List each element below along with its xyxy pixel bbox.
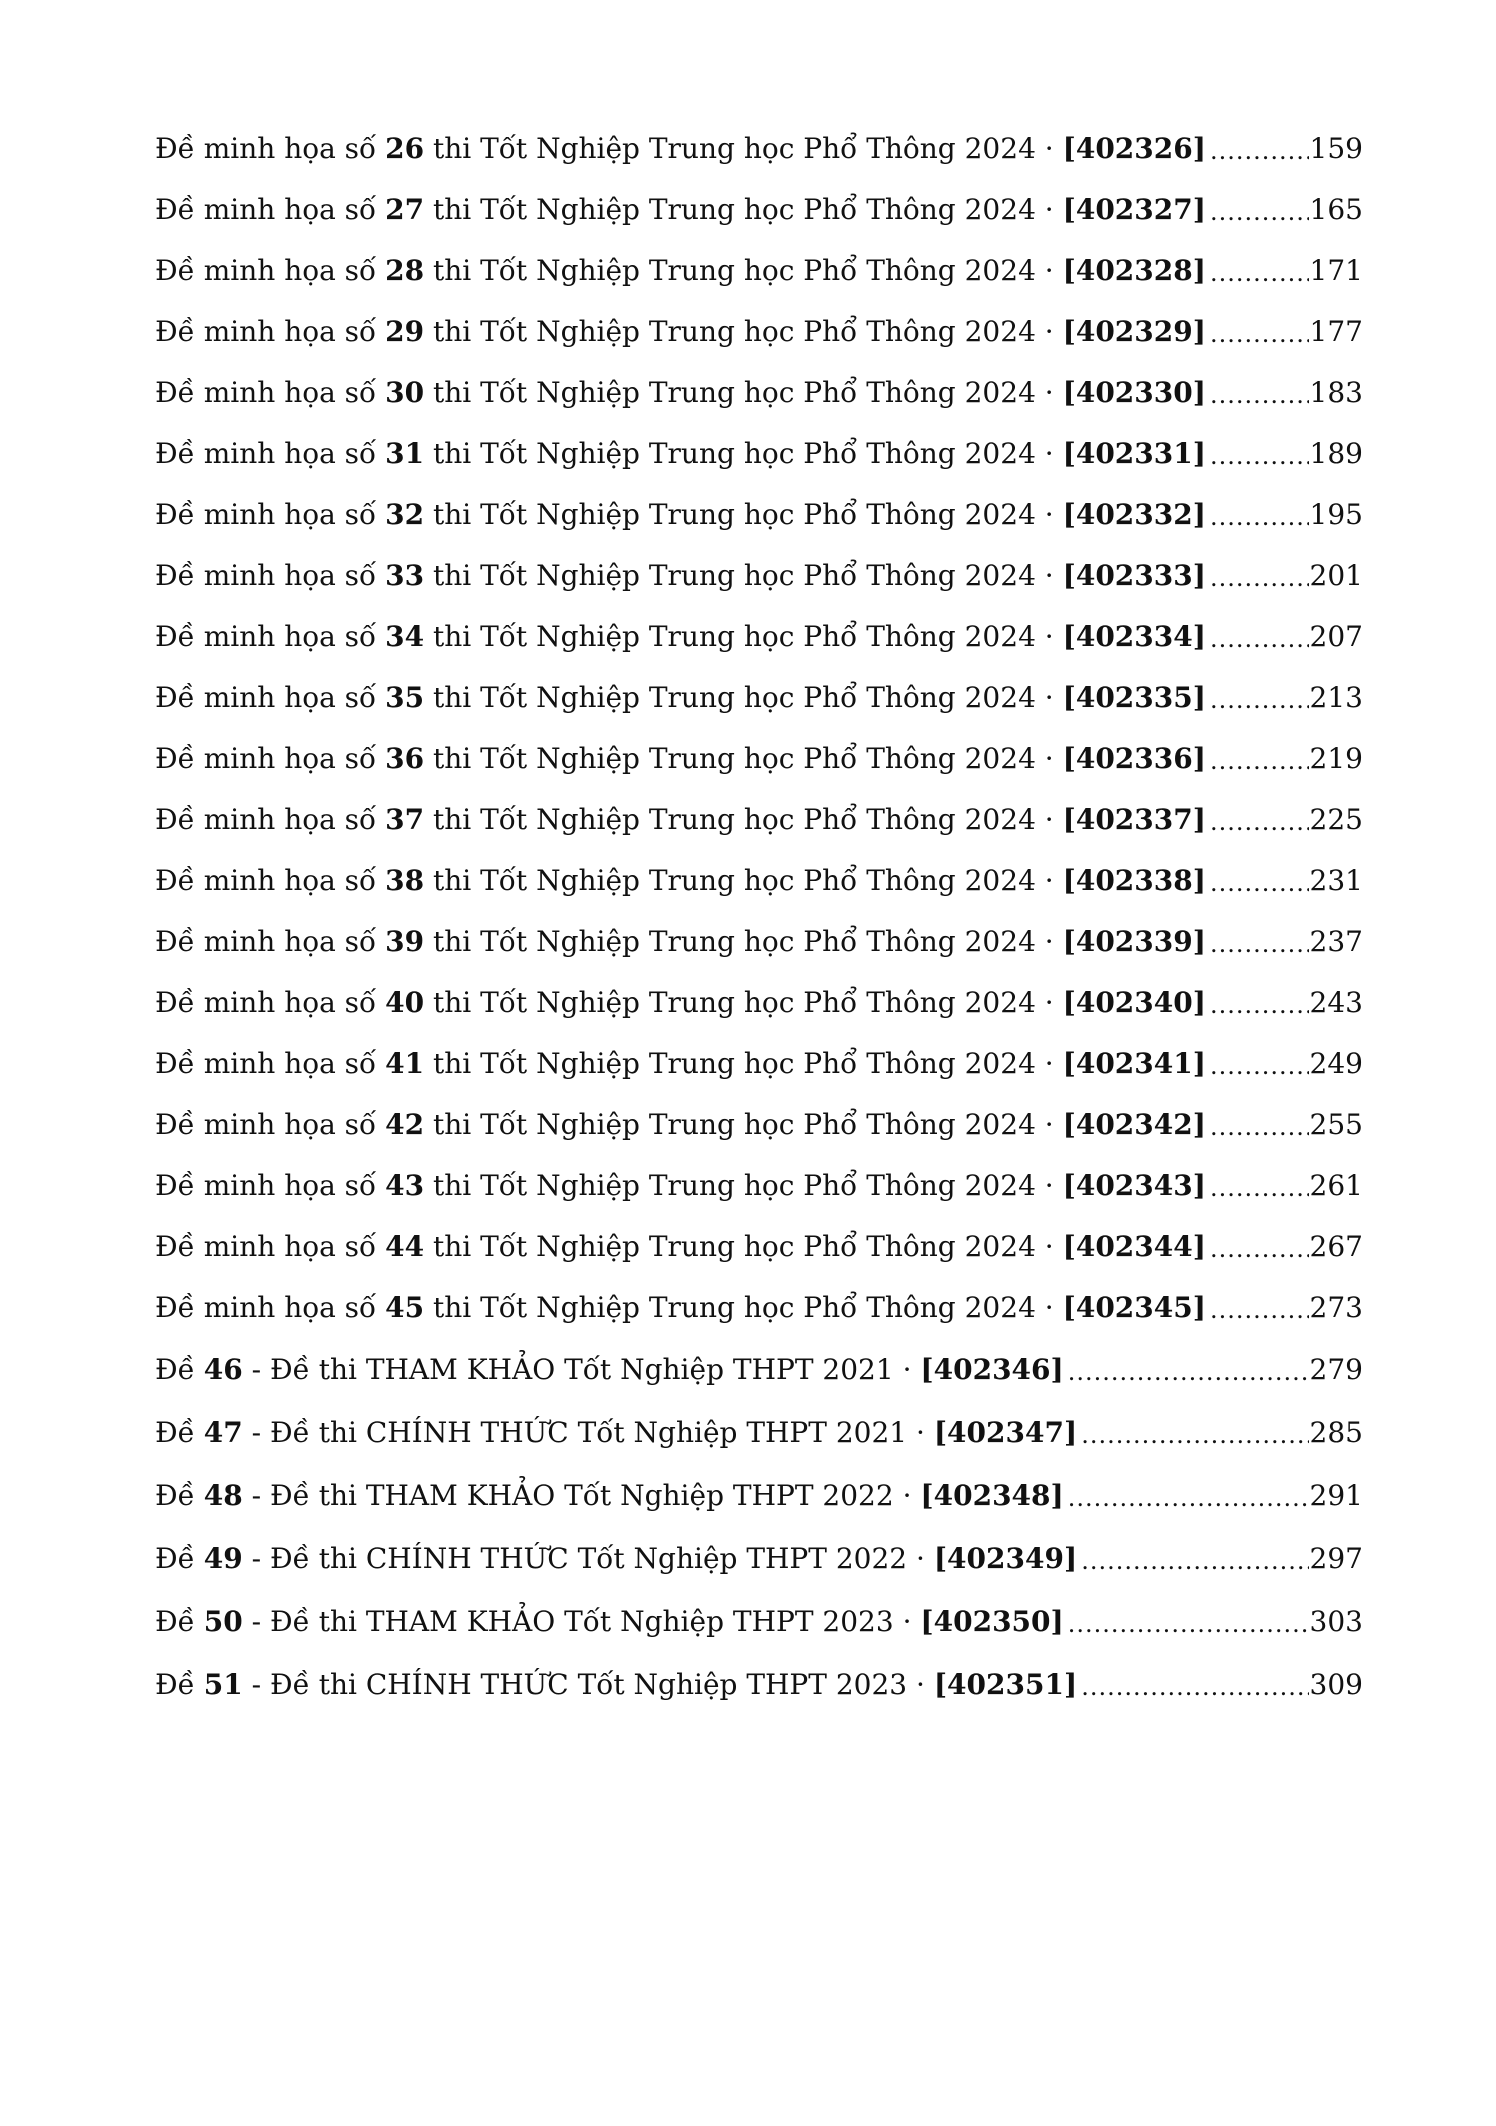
toc-entry-prefix: Đề minh họa số [155,803,386,836]
toc-leader-dots [1210,991,1309,1019]
toc-leader-dots [1210,259,1309,287]
toc-entry-prefix: Đề [155,1353,204,1386]
toc-entry[interactable] [155,850,1363,911]
toc-entry-code: [402331] [1062,437,1206,470]
toc-entry-number: 50 [203,1605,243,1638]
toc-entry-page-number: 231 [1309,864,1363,897]
toc-entry-title [155,559,1206,592]
toc-entry-text: thi Tốt Nghiệp Trung học Phổ Thông 2024 · [424,1291,1063,1324]
toc-entry-prefix: Đề minh họa số [155,681,386,714]
toc-leader-dots [1210,381,1309,409]
toc-entry-number: 39 [385,925,425,958]
toc-entry-title [155,1479,1064,1512]
toc-leader-dots [1081,1673,1308,1701]
toc-entry-title [155,1668,1077,1701]
toc-entry-page-number: 273 [1309,1291,1363,1324]
toc-entry-number: 41 [385,1047,425,1080]
toc-leader-dots [1210,625,1309,653]
toc-entry[interactable] [155,667,1363,728]
toc-entry-prefix: Đề minh họa số [155,559,386,592]
toc-entry-number: 35 [385,681,425,714]
toc-leader-dots [1210,930,1309,958]
toc-leader-dots [1210,1174,1309,1202]
toc-entry[interactable] [155,423,1363,484]
toc-entry-text: thi Tốt Nghiệp Trung học Phổ Thông 2024 · [424,620,1063,653]
toc-entry-page-number: 243 [1309,986,1363,1019]
toc-entry-code: [402328] [1062,254,1206,287]
toc-entry-page-number: 303 [1309,1605,1363,1638]
toc-entry[interactable] [155,1155,1363,1216]
toc-entry[interactable] [155,362,1363,423]
toc-entry[interactable] [155,911,1363,972]
toc-entry-page-number: 183 [1309,376,1363,409]
toc-entry-code: [402337] [1062,803,1206,836]
toc-leader-dots [1210,320,1309,348]
toc-entry-title [155,986,1206,1019]
toc-entry-number: 30 [385,376,425,409]
toc-entry-text: thi Tốt Nghiệp Trung học Phổ Thông 2024 · [424,376,1063,409]
toc-entry-text: thi Tốt Nghiệp Trung học Phổ Thông 2024 · [424,559,1063,592]
toc-entry-page-number: 267 [1309,1230,1363,1263]
toc-entry-number: 26 [385,132,425,165]
toc-entry[interactable] [155,789,1363,850]
toc-entry-title [155,803,1206,836]
toc-entry-title [155,1169,1206,1202]
toc-entry-page-number: 171 [1309,254,1363,287]
toc-entry[interactable] [155,545,1363,606]
toc-entry-code: [402332] [1062,498,1206,531]
toc-entry-text: - Đề thi CHÍNH THỨC Tốt Nghiệp THPT 2023 · [242,1668,934,1701]
toc-entry-text: thi Tốt Nghiệp Trung học Phổ Thông 2024 · [424,925,1063,958]
toc-entry-text: thi Tốt Nghiệp Trung học Phổ Thông 2024 · [424,437,1063,470]
toc-entry-page-number: 237 [1309,925,1363,958]
toc-entry-prefix: Đề [155,1479,204,1512]
toc-entry-page-number: 195 [1309,498,1363,531]
toc-entry-page-number: 261 [1309,1169,1363,1202]
toc-entry-page-number: 213 [1309,681,1363,714]
toc-entry-title [155,925,1206,958]
toc-entry-prefix: Đề minh họa số [155,1047,386,1080]
toc-leader-dots [1068,1484,1309,1512]
toc-entry-title [155,1108,1206,1141]
toc-entry-text: thi Tốt Nghiệp Trung học Phổ Thông 2024 · [424,986,1063,1019]
toc-entry-title [155,193,1206,226]
toc-leader-dots [1210,869,1309,897]
toc-entry-page-number: 177 [1309,315,1363,348]
toc-entry-number: 28 [385,254,425,287]
toc-entry-page-number: 255 [1309,1108,1363,1141]
toc-entry-page-number: 309 [1309,1668,1363,1701]
toc-entry[interactable] [155,1277,1363,1338]
toc-entry-text: thi Tốt Nghiệp Trung học Phổ Thông 2024 · [424,315,1063,348]
toc-entry-prefix: Đề minh họa số [155,1230,386,1263]
toc-entry-number: 42 [385,1108,425,1141]
toc-entry-prefix: Đề minh họa số [155,132,386,165]
toc-entry[interactable] [155,606,1363,667]
toc-leader-dots [1068,1358,1309,1386]
toc-entry-code: [402327] [1062,193,1206,226]
toc-entry-number: 36 [385,742,425,775]
toc-entry-prefix: Đề [155,1668,204,1701]
toc-entry-prefix: Đề [155,1605,204,1638]
toc-entry-number: 31 [385,437,425,470]
toc-entry-prefix: Đề minh họa số [155,742,386,775]
toc-entry-text: thi Tốt Nghiệp Trung học Phổ Thông 2024 · [424,1047,1063,1080]
toc-entry-page-number: 207 [1309,620,1363,653]
toc-entry-code: [402326] [1062,132,1206,165]
toc-entry[interactable] [155,1216,1363,1277]
toc-entry-text: - Đề thi THAM KHẢO Tốt Nghiệp THPT 2021 · [242,1353,921,1386]
toc-entry-title [155,742,1206,775]
toc-entry-code: [402343] [1062,1169,1206,1202]
toc-entry[interactable] [155,1401,1363,1464]
toc-entry[interactable] [155,1590,1363,1653]
toc-entry-text: thi Tốt Nghiệp Trung học Phổ Thông 2024 · [424,193,1063,226]
toc-entry-text: - Đề thi CHÍNH THỨC Tốt Nghiệp THPT 2021 · [242,1416,934,1449]
toc-entry-number: 46 [203,1353,243,1386]
toc-leader-dots [1210,747,1309,775]
toc-entry-text: - Đề thi THAM KHẢO Tốt Nghiệp THPT 2023 · [242,1605,921,1638]
toc-leader-dots [1068,1610,1309,1638]
toc-entry-prefix: Đề minh họa số [155,437,386,470]
toc-leader-dots [1210,1113,1309,1141]
toc-entry-title [155,864,1206,897]
toc-entry-code: [402345] [1062,1291,1206,1324]
toc-entry[interactable] [155,1464,1363,1527]
toc-entry-text: thi Tốt Nghiệp Trung học Phổ Thông 2024 · [424,1108,1063,1141]
toc-entry-code: [402349] [933,1542,1078,1575]
toc-entry-page-number: 159 [1309,132,1363,165]
toc-entry-code: [402329] [1062,315,1206,348]
toc-entry-code: [402351] [933,1668,1078,1701]
toc-entry-code: [402346] [920,1353,1064,1386]
toc-entry-title [155,132,1206,165]
toc-leader-dots [1210,1296,1309,1324]
toc-entry-title [155,620,1206,653]
toc-entry-title [155,1353,1064,1386]
toc-entry[interactable] [155,301,1363,362]
toc-entry-title [155,1416,1077,1449]
toc-entry-code: [402344] [1062,1230,1206,1263]
toc-entry-code: [402330] [1062,376,1206,409]
toc-entry-prefix: Đề minh họa số [155,498,386,531]
toc-entry[interactable] [155,728,1363,789]
toc-entry-page-number: 291 [1309,1479,1363,1512]
toc-leader-dots [1210,442,1309,470]
toc-leader-dots [1210,1052,1309,1080]
toc-entry-number: 47 [203,1416,243,1449]
toc-entry[interactable] [155,240,1363,301]
toc-entry-code: [402333] [1062,559,1206,592]
toc-entry-prefix: Đề minh họa số [155,1291,386,1324]
toc-entry-number: 51 [203,1668,243,1701]
toc-entry-text: thi Tốt Nghiệp Trung học Phổ Thông 2024 · [424,498,1063,531]
toc-entry[interactable] [155,1527,1363,1590]
toc-entry-title [155,437,1206,470]
toc-entry[interactable] [155,179,1363,240]
toc-entry-page-number: 189 [1309,437,1363,470]
toc-entry-code: [402338] [1062,864,1206,897]
toc-entry-code: [402347] [933,1416,1078,1449]
toc-entry-page-number: 249 [1309,1047,1363,1080]
toc-entry-number: 48 [203,1479,243,1512]
toc-entry-title [155,681,1206,714]
toc-entry-prefix: Đề minh họa số [155,315,386,348]
toc-entry-prefix: Đề [155,1416,204,1449]
toc-entry-page-number: 219 [1309,742,1363,775]
toc-leader-dots [1210,503,1309,531]
toc-entry-number: 33 [385,559,425,592]
toc-entry-code: [402339] [1062,925,1206,958]
toc-entry-text: - Đề thi CHÍNH THỨC Tốt Nghiệp THPT 2022 · [242,1542,934,1575]
toc-entry-code: [402342] [1062,1108,1206,1141]
toc-entry-number: 49 [203,1542,243,1575]
toc-leader-dots [1210,198,1309,226]
toc-entry-number: 43 [385,1169,425,1202]
toc-entry-code: [402350] [920,1605,1064,1638]
toc-entry-prefix: Đề minh họa số [155,864,386,897]
toc-entry-text: thi Tốt Nghiệp Trung học Phổ Thông 2024 · [424,803,1063,836]
toc-entry-title [155,1047,1206,1080]
toc-entry-prefix: Đề minh họa số [155,620,386,653]
toc-entry-title [155,1291,1206,1324]
toc-entry-page-number: 225 [1309,803,1363,836]
toc-entry-prefix: Đề minh họa số [155,925,386,958]
toc-entry-page-number: 165 [1309,193,1363,226]
toc-entry-prefix: Đề minh họa số [155,193,386,226]
toc-leader-dots [1081,1547,1308,1575]
toc-entry-code: [402336] [1062,742,1206,775]
toc-entry-page-number: 297 [1309,1542,1363,1575]
toc-leader-dots [1210,686,1309,714]
toc-entry-text: thi Tốt Nghiệp Trung học Phổ Thông 2024 · [424,742,1063,775]
toc-leader-dots [1210,564,1309,592]
toc-entry-number: 27 [385,193,425,226]
toc-entry-text: thi Tốt Nghiệp Trung học Phổ Thông 2024 · [424,254,1063,287]
toc-entry-number: 45 [385,1291,425,1324]
toc-entry-prefix: Đề minh họa số [155,986,386,1019]
toc-entry[interactable] [155,1338,1363,1401]
toc-entry-text: thi Tốt Nghiệp Trung học Phổ Thông 2024 · [424,1169,1063,1202]
toc-entry-title [155,315,1206,348]
toc-entry-code: [402341] [1062,1047,1206,1080]
toc-entry-page-number: 285 [1309,1416,1363,1449]
toc-entry-page-number: 201 [1309,559,1363,592]
toc-entry[interactable] [155,484,1363,545]
toc-entry-number: 38 [385,864,425,897]
toc-entry-prefix: Đề minh họa số [155,1169,386,1202]
toc-entry-text: - Đề thi THAM KHẢO Tốt Nghiệp THPT 2022 · [242,1479,921,1512]
toc-entry-text: thi Tốt Nghiệp Trung học Phổ Thông 2024 · [424,864,1063,897]
toc-entry-code: [402335] [1062,681,1206,714]
toc-entry-code: [402334] [1062,620,1206,653]
toc-entry-number: 29 [385,315,425,348]
toc-entry-title [155,376,1206,409]
toc-entry-number: 40 [385,986,425,1019]
toc-entry-text: thi Tốt Nghiệp Trung học Phổ Thông 2024 · [424,1230,1063,1263]
toc-entry-prefix: Đề [155,1542,204,1575]
toc-entry-text: thi Tốt Nghiệp Trung học Phổ Thông 2024 · [424,681,1063,714]
toc-leader-dots [1210,1235,1309,1263]
toc-entry[interactable] [155,1033,1363,1094]
toc-entry-code: [402340] [1062,986,1206,1019]
toc-entry-title [155,1605,1064,1638]
toc-entry-prefix: Đề minh họa số [155,1108,386,1141]
table-of-contents [155,118,1363,1716]
toc-entry-page-number: 279 [1309,1353,1363,1386]
toc-entry[interactable] [155,972,1363,1033]
toc-entry-title [155,254,1206,287]
toc-entry-prefix: Đề minh họa số [155,254,386,287]
toc-leader-dots [1210,808,1309,836]
toc-entry-number: 37 [385,803,425,836]
toc-entry-number: 34 [385,620,425,653]
toc-entry[interactable] [155,1094,1363,1155]
toc-entry-title [155,1230,1206,1263]
toc-entry-text: thi Tốt Nghiệp Trung học Phổ Thông 2024 · [424,132,1063,165]
toc-entry[interactable] [155,118,1363,179]
toc-leader-dots [1081,1421,1308,1449]
toc-entry-number: 44 [385,1230,425,1263]
toc-entry-title [155,498,1206,531]
toc-entry[interactable] [155,1653,1363,1716]
toc-entry-code: [402348] [920,1479,1064,1512]
toc-entry-title [155,1542,1077,1575]
toc-entry-number: 32 [385,498,425,531]
toc-leader-dots [1210,137,1309,165]
toc-entry-prefix: Đề minh họa số [155,376,386,409]
